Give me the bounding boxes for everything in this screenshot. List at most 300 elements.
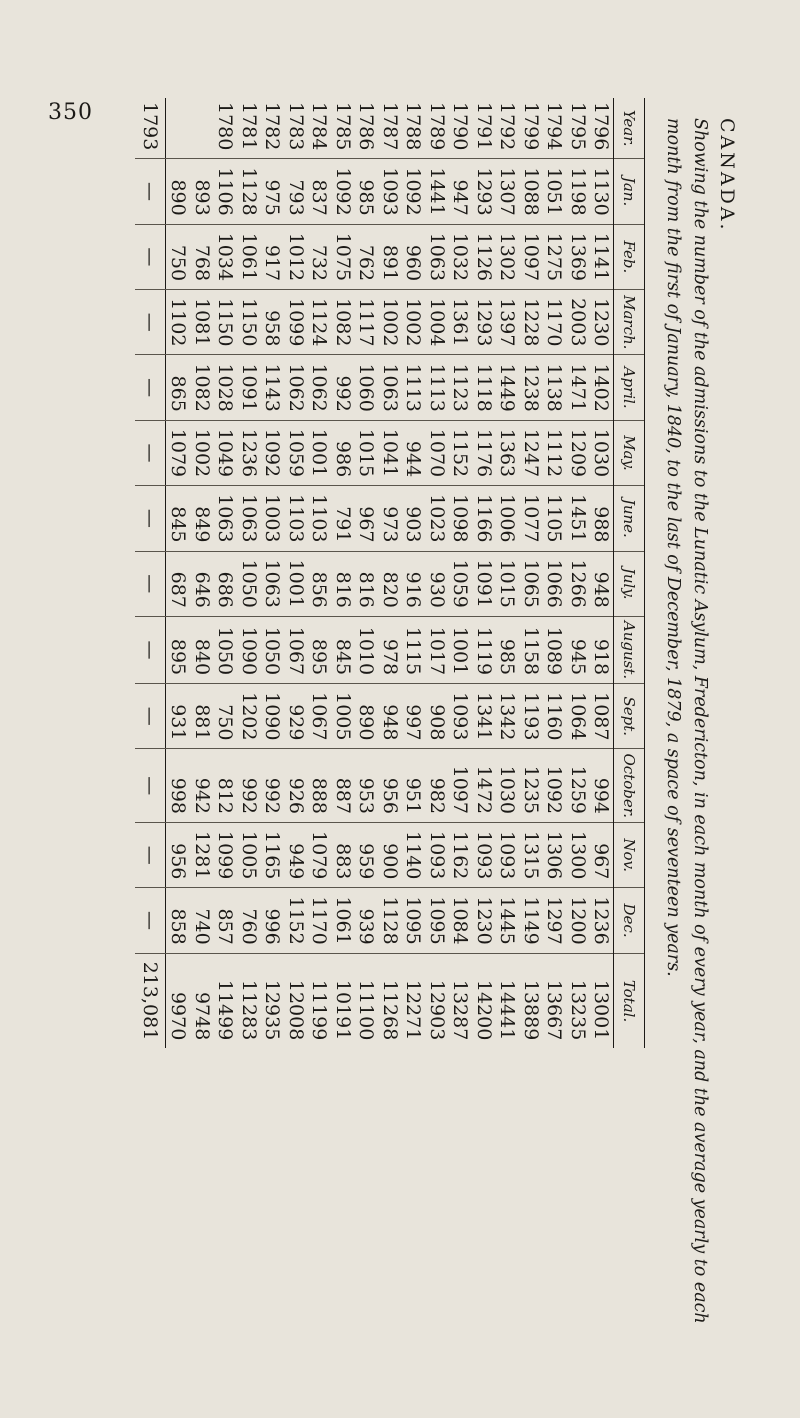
table-row [237, 98, 261, 1048]
month-cell: 1023 [425, 486, 449, 551]
month-cell: 1093 [378, 159, 402, 224]
month-cell: 1028 [214, 355, 238, 420]
month-cell: 1113 [402, 355, 426, 420]
month-cell: 1006 [496, 486, 520, 551]
year-cell: 1788 [402, 102, 425, 151]
month-cell: 686 [214, 551, 238, 616]
month-cell: 926 [284, 749, 308, 823]
grand-total-row [136, 98, 167, 1048]
month-cell: 1063 [378, 355, 402, 420]
month-cell: 1141 [590, 224, 614, 289]
table-row [355, 98, 379, 1048]
month-cell: 1471 [566, 355, 590, 420]
total-cell: 13001 [590, 953, 614, 1048]
month-cell: 1158 [519, 616, 543, 683]
month-cell: 953 [355, 749, 379, 823]
month-cell: 1051 [543, 159, 567, 224]
total-cell: 13889 [519, 953, 543, 1048]
month-cell: 1361 [449, 290, 473, 355]
month-cell: 1041 [378, 420, 402, 485]
total-cell: 12008 [284, 953, 308, 1048]
table-body [136, 98, 614, 1048]
month-cell: 917 [261, 224, 285, 289]
month-cell: 1130 [590, 159, 614, 224]
month-cell: 1097 [519, 224, 543, 289]
month-cell: 816 [355, 551, 379, 616]
column-header: May. [614, 420, 645, 485]
month-cell: 1165 [261, 823, 285, 888]
month-cell: 1063 [425, 224, 449, 289]
month-cell: 1266 [566, 551, 590, 616]
year-cell: 1794 [543, 102, 566, 151]
table-row [566, 98, 590, 1048]
month-cell: 1124 [308, 290, 332, 355]
month-cell: 1030 [496, 749, 520, 823]
month-cell: 1176 [472, 420, 496, 485]
month-cell: 942 [190, 749, 214, 823]
month-cell: 1089 [543, 616, 567, 683]
month-cell: 1062 [308, 355, 332, 420]
month-cell: 732 [308, 224, 332, 289]
month-cell: 975 [261, 159, 285, 224]
total-cell: 11499 [214, 953, 238, 1048]
column-header: Total. [614, 953, 645, 1048]
year-cell [190, 98, 214, 159]
year-cell: 1795 [566, 102, 589, 151]
total-row-cell: — [136, 749, 167, 823]
month-cell: 1115 [402, 616, 426, 683]
month-cell: 890 [166, 159, 190, 224]
month-cell: 1005 [237, 823, 261, 888]
month-cell: 1060 [355, 355, 379, 420]
month-cell: 1140 [402, 823, 426, 888]
month-cell: 1230 [472, 888, 496, 953]
month-cell: 930 [425, 551, 449, 616]
month-cell: 973 [378, 486, 402, 551]
month-cell: 2003 [566, 290, 590, 355]
caption-line: month from the first of January, 1840, to the last of December, 1879, a space of seventeen years. [663, 118, 683, 977]
month-cell: 1081 [190, 290, 214, 355]
month-cell: 1093 [449, 684, 473, 749]
month-cell: 951 [402, 749, 426, 823]
month-cell: 1441 [425, 159, 449, 224]
total-cell: 13287 [449, 953, 473, 1048]
month-cell: 956 [166, 823, 190, 888]
month-cell: 1102 [166, 290, 190, 355]
month-cell: 1152 [284, 888, 308, 953]
month-cell: 1259 [566, 749, 590, 823]
month-cell: 1077 [519, 486, 543, 551]
month-cell: 1118 [472, 355, 496, 420]
month-cell: 1084 [449, 888, 473, 953]
month-cell: 887 [331, 749, 355, 823]
column-header: July. [614, 551, 645, 616]
month-cell: 1092 [331, 159, 355, 224]
month-cell: 840 [190, 616, 214, 683]
month-cell: 1117 [355, 290, 379, 355]
month-cell: 1235 [519, 749, 543, 823]
month-cell: 1160 [543, 684, 567, 749]
month-cell: 1236 [590, 888, 614, 953]
month-cell: 1112 [543, 420, 567, 485]
month-cell: 1449 [496, 355, 520, 420]
month-cell: 1297 [543, 888, 567, 953]
total-cell: 13667 [543, 953, 567, 1048]
month-cell: 1066 [543, 551, 567, 616]
month-cell: 1307 [496, 159, 520, 224]
month-cell: 1126 [472, 224, 496, 289]
table-row [308, 98, 332, 1048]
month-cell: 812 [214, 749, 238, 823]
month-cell: 1281 [190, 823, 214, 888]
month-cell: 1341 [472, 684, 496, 749]
month-cell: 916 [402, 551, 426, 616]
month-cell: 1402 [590, 355, 614, 420]
month-cell: 1030 [590, 420, 614, 485]
total-row-cell: — [136, 888, 167, 953]
month-cell: 750 [166, 224, 190, 289]
column-header: April. [614, 355, 645, 420]
month-cell: 891 [378, 224, 402, 289]
month-cell: 865 [166, 355, 190, 420]
total-cell: 9748 [190, 953, 214, 1048]
month-cell: 1001 [284, 551, 308, 616]
month-cell: 1342 [496, 684, 520, 749]
month-cell: 982 [425, 749, 449, 823]
month-cell: 1202 [237, 684, 261, 749]
month-cell: 1015 [355, 420, 379, 485]
table-row [261, 98, 285, 1048]
month-cell: 1091 [237, 355, 261, 420]
month-cell: 1228 [519, 290, 543, 355]
column-header: Sept. [614, 684, 645, 749]
month-cell: 1302 [496, 224, 520, 289]
month-cell: 1123 [449, 355, 473, 420]
month-cell: 1200 [566, 888, 590, 953]
month-cell: 900 [378, 823, 402, 888]
month-cell: 793 [284, 159, 308, 224]
column-header: Dec. [614, 888, 645, 953]
month-cell: 1002 [190, 420, 214, 485]
month-cell: 908 [425, 684, 449, 749]
month-cell: 1050 [261, 616, 285, 683]
month-cell: 1012 [284, 224, 308, 289]
year-cell: 1783 [284, 102, 307, 151]
month-cell: 1017 [425, 616, 449, 683]
month-cell: 1106 [214, 159, 238, 224]
month-cell: 994 [590, 749, 614, 823]
table-row [284, 98, 308, 1048]
month-cell: 791 [331, 486, 355, 551]
month-cell: 1003 [261, 486, 285, 551]
month-cell: 1079 [308, 823, 332, 888]
year-cell: 1792 [496, 102, 519, 151]
month-cell: 967 [590, 823, 614, 888]
column-header: Year. [614, 98, 645, 159]
month-cell: 939 [355, 888, 379, 953]
month-cell: 1093 [496, 823, 520, 888]
total-cell: 14200 [472, 953, 496, 1048]
month-cell: 1152 [449, 420, 473, 485]
table-row [214, 98, 238, 1048]
month-cell: 931 [166, 684, 190, 749]
month-cell: 1315 [519, 823, 543, 888]
month-cell: 1099 [214, 823, 238, 888]
month-cell: 967 [355, 486, 379, 551]
table-row [496, 98, 520, 1048]
month-cell: 1061 [237, 224, 261, 289]
total-cell: 12903 [425, 953, 449, 1048]
total-cell: 12271 [402, 953, 426, 1048]
month-cell: 1067 [284, 616, 308, 683]
month-cell: 960 [402, 224, 426, 289]
month-cell: 1063 [214, 486, 238, 551]
month-cell: 1128 [237, 159, 261, 224]
month-cell: 1451 [566, 486, 590, 551]
total-cell: 11268 [378, 953, 402, 1048]
page-number: 350 [48, 100, 93, 125]
month-cell: 1032 [449, 224, 473, 289]
table-row [449, 98, 473, 1048]
month-cell: 992 [331, 355, 355, 420]
year-cell: 1785 [331, 102, 354, 151]
month-cell: 1092 [543, 749, 567, 823]
month-cell: 986 [331, 420, 355, 485]
total-cell: 14441 [496, 953, 520, 1048]
total-row-cell: — [136, 420, 167, 485]
table-row [331, 98, 355, 1048]
month-cell: 1082 [190, 355, 214, 420]
month-cell: 1061 [331, 888, 355, 953]
total-row-cell: 1793 [136, 98, 167, 159]
year-cell [166, 98, 190, 159]
month-cell: 1105 [543, 486, 567, 551]
month-cell: 1063 [261, 551, 285, 616]
month-cell: 992 [237, 749, 261, 823]
month-cell: 1445 [496, 888, 520, 953]
month-cell: 1034 [214, 224, 238, 289]
month-cell: 978 [378, 616, 402, 683]
month-cell: 1306 [543, 823, 567, 888]
month-cell: 1193 [519, 684, 543, 749]
column-header: March. [614, 290, 645, 355]
month-cell: 1091 [472, 551, 496, 616]
month-cell: 760 [237, 888, 261, 953]
month-cell: 903 [402, 486, 426, 551]
grand-total-cell: 213,081 [136, 953, 167, 1048]
month-cell: 1050 [237, 551, 261, 616]
month-cell: 945 [566, 616, 590, 683]
table-header-row [614, 98, 645, 1048]
month-cell: 1363 [496, 420, 520, 485]
month-cell: 687 [166, 551, 190, 616]
month-cell: 985 [355, 159, 379, 224]
month-cell: 1065 [519, 551, 543, 616]
caption-lines [659, 118, 713, 1398]
month-cell: 768 [190, 224, 214, 289]
month-cell: 1397 [496, 290, 520, 355]
month-cell: 1067 [308, 684, 332, 749]
total-row-cell: — [136, 823, 167, 888]
month-cell: 1010 [355, 616, 379, 683]
month-cell: 992 [261, 749, 285, 823]
month-cell: 1079 [166, 420, 190, 485]
month-cell: 1088 [519, 159, 543, 224]
month-cell: 998 [166, 749, 190, 823]
month-cell: 944 [402, 420, 426, 485]
month-cell: 1166 [472, 486, 496, 551]
month-cell: 646 [190, 551, 214, 616]
month-cell: 1075 [331, 224, 355, 289]
month-cell: 1275 [543, 224, 567, 289]
month-cell: 1128 [378, 888, 402, 953]
year-cell: 1786 [355, 102, 378, 151]
month-cell: 1049 [214, 420, 238, 485]
caption-title: CANADA. [716, 118, 738, 233]
month-cell: 985 [496, 616, 520, 683]
month-cell: 1002 [402, 290, 426, 355]
month-cell: 1119 [472, 616, 496, 683]
total-row-cell: — [136, 486, 167, 551]
table-row [519, 98, 543, 1048]
total-row-cell: — [136, 551, 167, 616]
month-cell: 888 [308, 749, 332, 823]
month-cell: 1300 [566, 823, 590, 888]
table-row [472, 98, 496, 1048]
year-cell: 1784 [308, 102, 331, 151]
month-cell: 1062 [284, 355, 308, 420]
month-cell: 1050 [214, 616, 238, 683]
month-cell: 1293 [472, 159, 496, 224]
month-cell: 1170 [543, 290, 567, 355]
month-cell: 1005 [331, 684, 355, 749]
month-cell: 816 [331, 551, 355, 616]
total-row-cell: — [136, 290, 167, 355]
month-cell: 750 [214, 684, 238, 749]
month-cell: 918 [590, 616, 614, 683]
month-cell: 1092 [261, 420, 285, 485]
year-cell: 1791 [472, 102, 495, 151]
month-cell: 1064 [566, 684, 590, 749]
total-row-cell: — [136, 684, 167, 749]
total-cell: 9970 [166, 953, 190, 1048]
month-cell: 893 [190, 159, 214, 224]
month-cell: 1103 [308, 486, 332, 551]
month-cell: 849 [190, 486, 214, 551]
year-cell: 1789 [425, 102, 448, 151]
month-cell: 1293 [472, 290, 496, 355]
table-row [425, 98, 449, 1048]
month-cell: 1097 [449, 749, 473, 823]
total-cell: 11199 [308, 953, 332, 1048]
year-cell: 1780 [214, 102, 237, 151]
month-cell: 1001 [308, 420, 332, 485]
month-cell: 1095 [425, 888, 449, 953]
month-cell: 1059 [284, 420, 308, 485]
total-row-cell: — [136, 616, 167, 683]
year-cell: 1782 [261, 102, 284, 151]
month-cell: 1001 [449, 616, 473, 683]
month-cell: 1236 [237, 420, 261, 485]
year-cell: 1781 [237, 102, 260, 151]
month-cell: 1015 [496, 551, 520, 616]
column-header: August. [614, 616, 645, 683]
total-cell: 11100 [355, 953, 379, 1048]
month-cell: 740 [190, 888, 214, 953]
month-cell: 820 [378, 551, 402, 616]
month-cell: 1070 [425, 420, 449, 485]
table-row [402, 98, 426, 1048]
table-caption [659, 118, 740, 1398]
total-row-cell: — [136, 224, 167, 289]
month-cell: 1103 [284, 486, 308, 551]
total-cell: 12935 [261, 953, 285, 1048]
column-header: October. [614, 749, 645, 823]
month-cell: 1238 [519, 355, 543, 420]
column-header: June. [614, 486, 645, 551]
month-cell: 1093 [472, 823, 496, 888]
month-cell: 1002 [378, 290, 402, 355]
month-cell: 1209 [566, 420, 590, 485]
year-cell: 1790 [449, 102, 472, 151]
month-cell: 1082 [331, 290, 355, 355]
year-cell: 1787 [378, 102, 401, 151]
month-cell: 959 [355, 823, 379, 888]
admissions-table [136, 98, 646, 1048]
month-cell: 1099 [284, 290, 308, 355]
month-cell: 1149 [519, 888, 543, 953]
month-cell: 1092 [402, 159, 426, 224]
month-cell: 845 [166, 486, 190, 551]
month-cell: 1138 [543, 355, 567, 420]
table-row [543, 98, 567, 1048]
month-cell: 1095 [402, 888, 426, 953]
month-cell: 837 [308, 159, 332, 224]
month-cell: 1113 [425, 355, 449, 420]
month-cell: 1150 [214, 290, 238, 355]
month-cell: 1247 [519, 420, 543, 485]
month-cell: 1170 [308, 888, 332, 953]
total-row-cell: — [136, 355, 167, 420]
month-cell: 949 [284, 823, 308, 888]
month-cell: 762 [355, 224, 379, 289]
month-cell: 958 [261, 290, 285, 355]
month-cell: 1090 [261, 684, 285, 749]
month-cell: 1093 [425, 823, 449, 888]
month-cell: 948 [378, 684, 402, 749]
month-cell: 1369 [566, 224, 590, 289]
month-cell: 895 [308, 616, 332, 683]
total-cell: 13235 [566, 953, 590, 1048]
month-cell: 1098 [449, 486, 473, 551]
column-header: Feb. [614, 224, 645, 289]
total-row-cell: — [136, 159, 167, 224]
column-header: Jan. [614, 159, 645, 224]
month-cell: 948 [590, 551, 614, 616]
month-cell: 956 [378, 749, 402, 823]
month-cell: 988 [590, 486, 614, 551]
month-cell: 895 [166, 616, 190, 683]
month-cell: 1059 [449, 551, 473, 616]
month-cell: 929 [284, 684, 308, 749]
month-cell: 1143 [261, 355, 285, 420]
table-row [190, 98, 214, 1048]
month-cell: 996 [261, 888, 285, 953]
year-cell: 1796 [590, 102, 613, 151]
table-row [378, 98, 402, 1048]
month-cell: 890 [355, 684, 379, 749]
month-cell: 1150 [237, 290, 261, 355]
